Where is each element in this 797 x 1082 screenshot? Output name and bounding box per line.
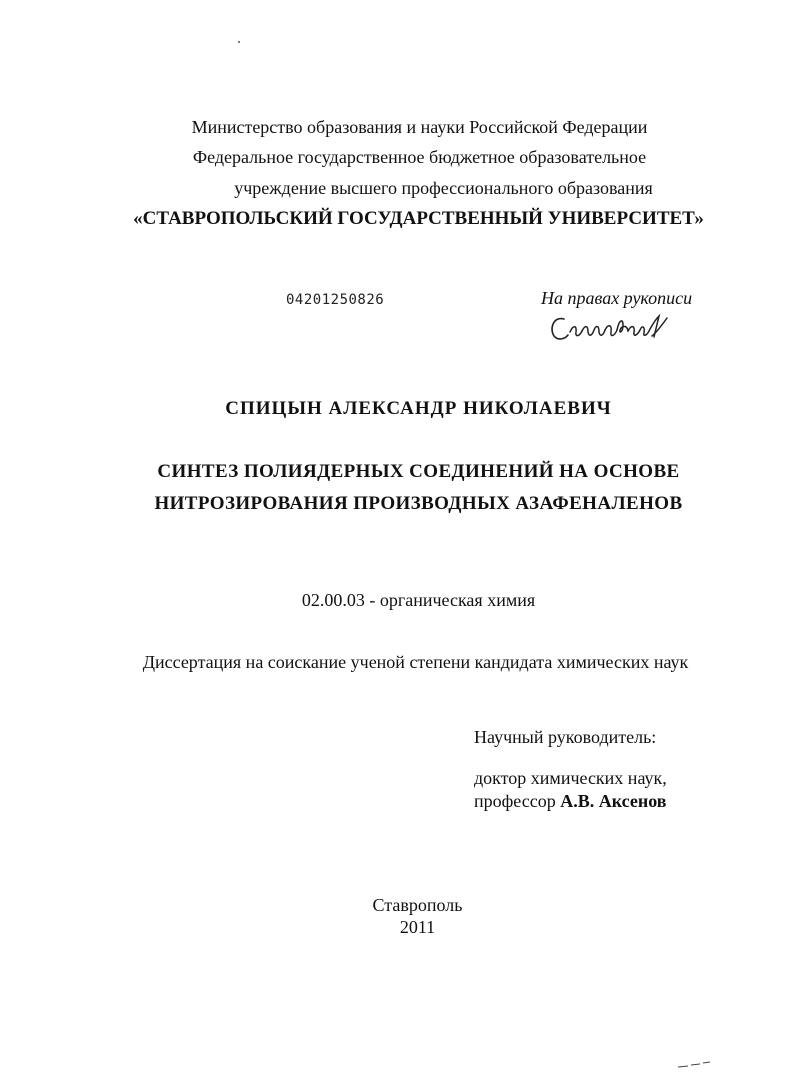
specialty: 02.00.03 - органическая химия <box>301 590 536 610</box>
title-line-2: НИТРОЗИРОВАНИЯ ПРОИЗВОДНЫХ АЗАФЕНАЛЕНОВ <box>154 493 683 514</box>
year: 2011 <box>399 917 436 937</box>
supervisor-degree: доктор химических наук, <box>474 768 667 788</box>
supervisor-label: Научный руководитель: <box>474 727 657 747</box>
supervisor-position: профессор <box>474 791 556 811</box>
manuscript-note: На правах рукописи <box>541 288 693 308</box>
institution-line-2: учреждение высшего профессионального образования <box>234 178 653 198</box>
institution-line-1: Федеральное государственное бюджетное образовательное <box>192 147 647 167</box>
ministry-line: Министерство образования и науки Российской Федерации <box>191 117 648 137</box>
registry-number: 04201250826 <box>286 292 385 308</box>
dissertation-statement: Диссертация на соискание ученой степени кандидата химических наук <box>142 652 689 672</box>
city: Ставрополь <box>372 895 463 915</box>
supervisor-name: А.В. Аксенов <box>560 791 667 811</box>
author-name: СПИЦЫН АЛЕКСАНДР НИКОЛАЕВИЧ <box>225 398 612 419</box>
scan-mark <box>676 1058 712 1070</box>
title-line-1: СИНТЕЗ ПОЛИЯДЕРНЫХ СОЕДИНЕНИЙ НА ОСНОВЕ <box>157 461 680 482</box>
signature-image <box>546 310 670 346</box>
university-name: «СТАВРОПОЛЬСКИЙ ГОСУДАРСТВЕННЫЙ УНИВЕРСИТЕТ» <box>133 208 704 229</box>
supervisor-position-line <box>474 790 667 812</box>
scan-speck <box>238 41 240 43</box>
signature-text: Спицын <box>546 310 550 311</box>
